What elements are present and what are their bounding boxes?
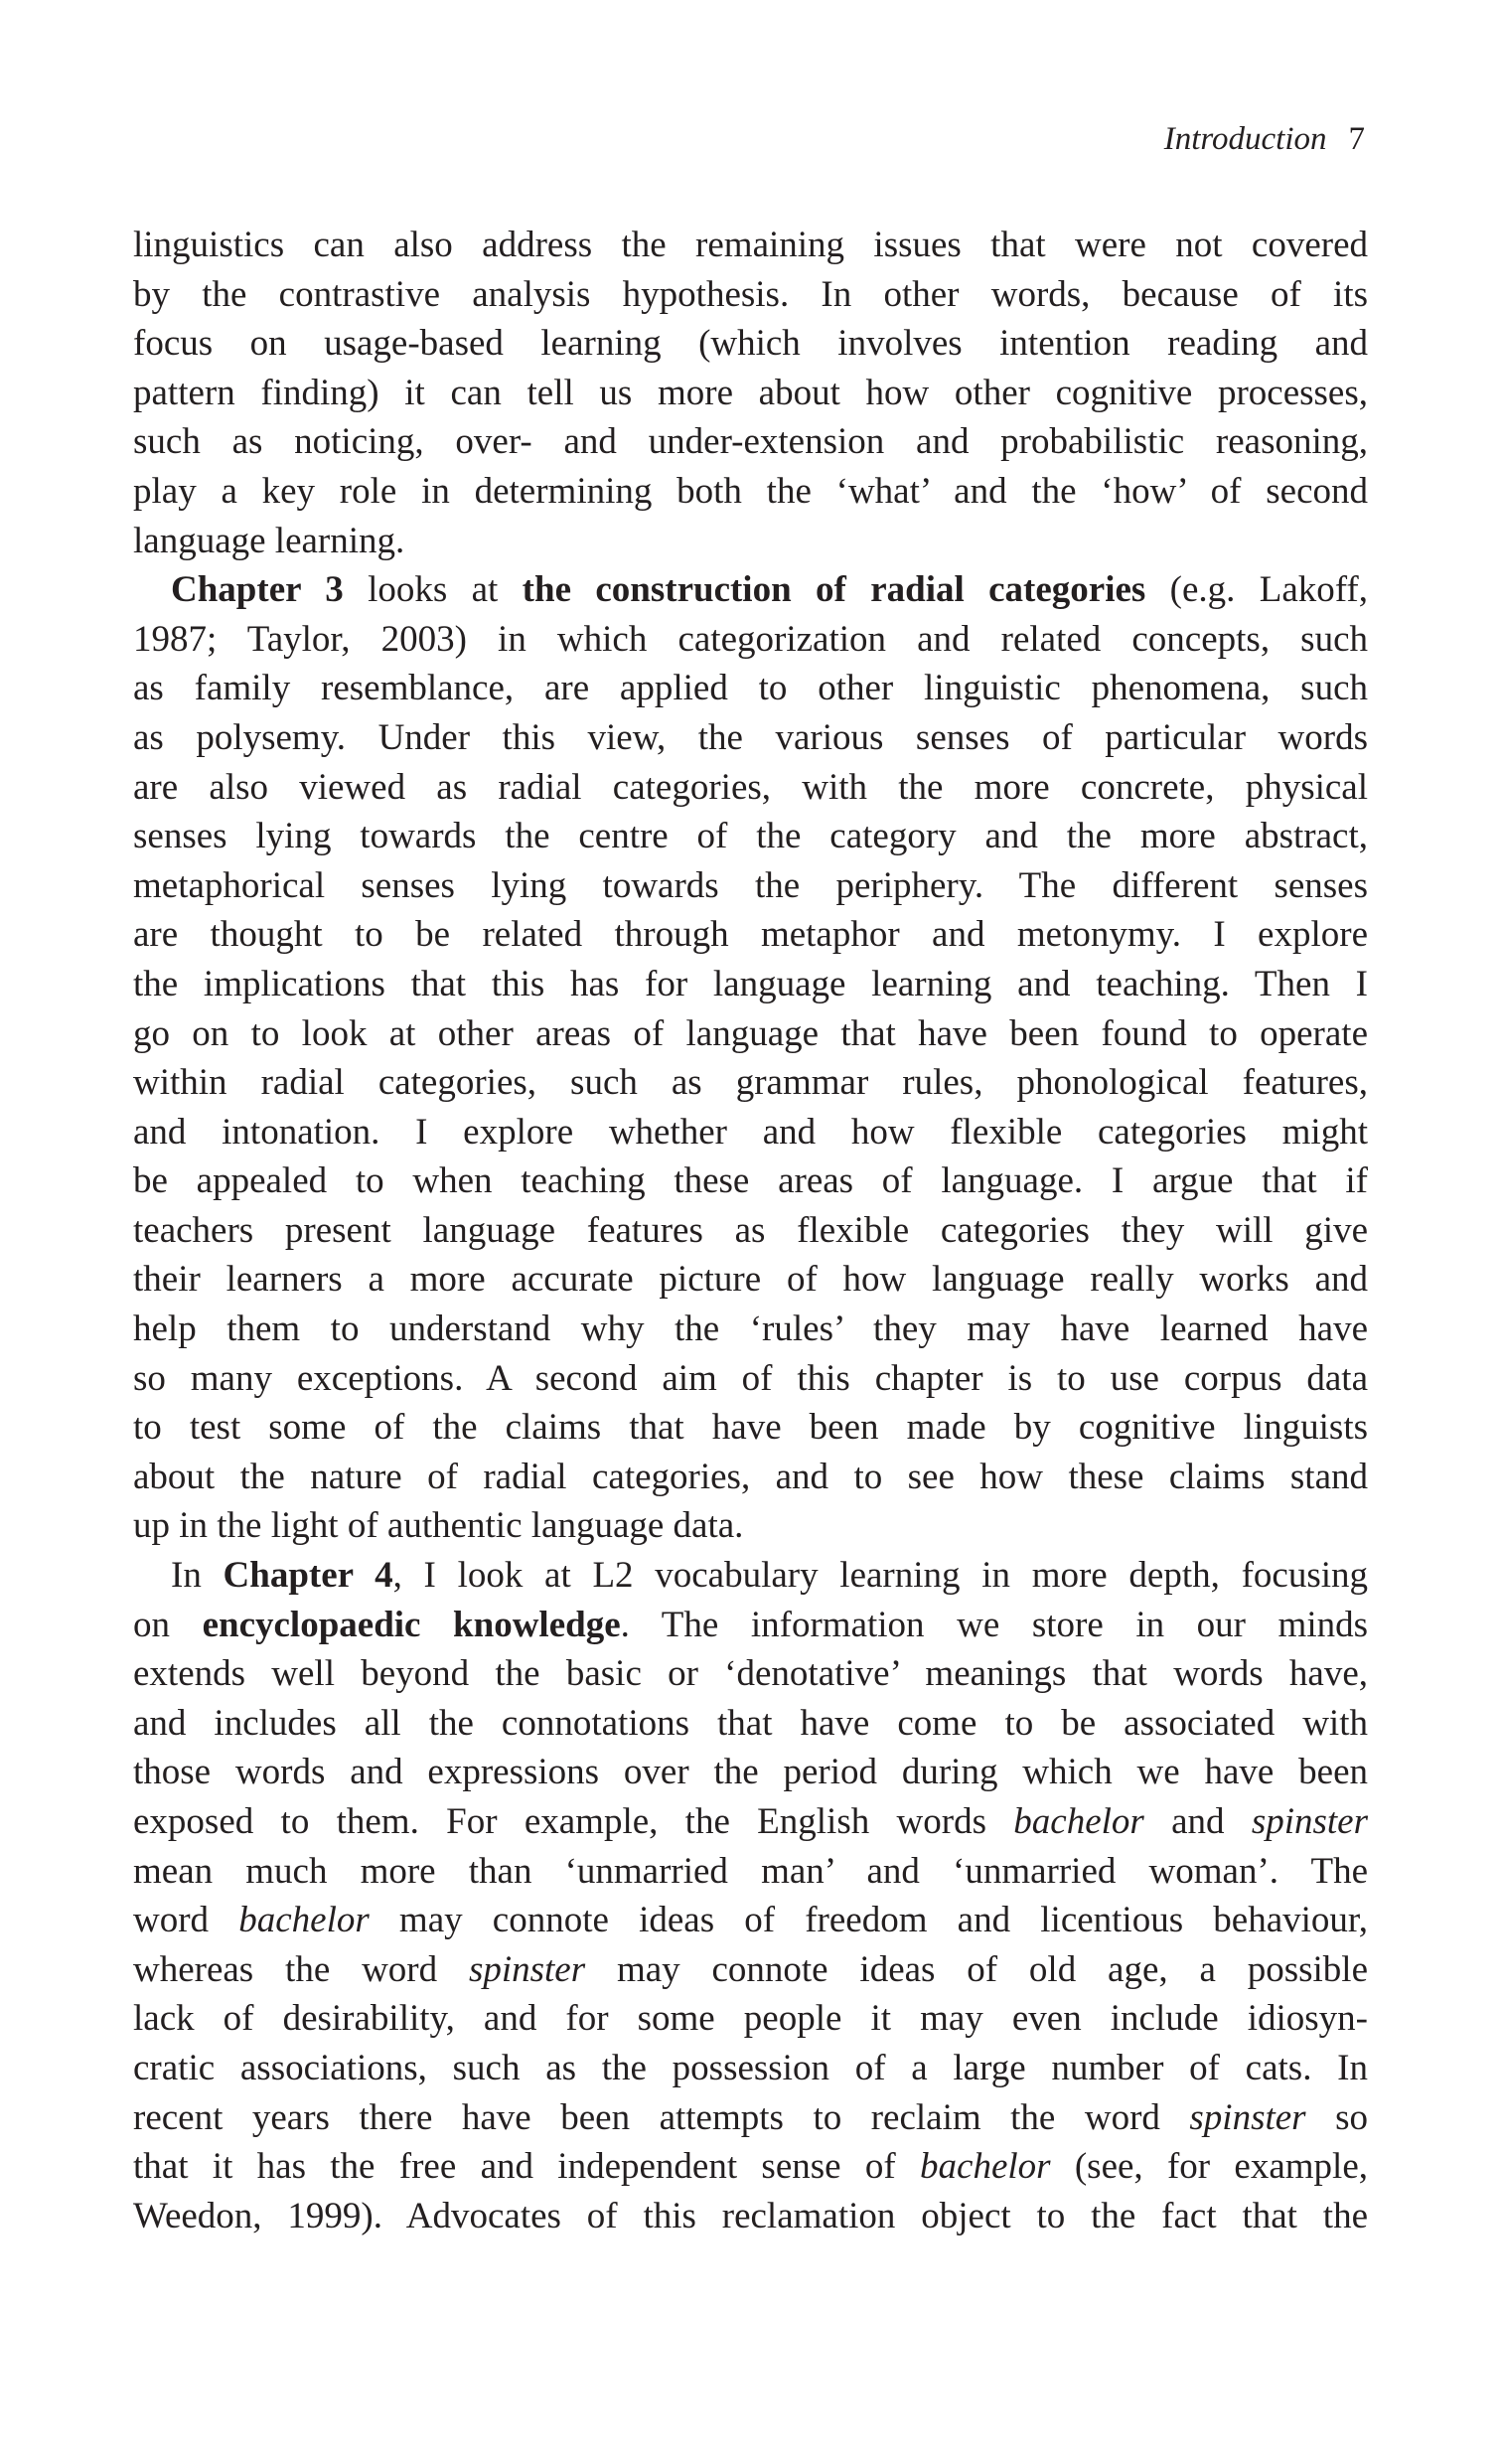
- text-line: focus on usage-based learning (which involves intention reading and: [133, 323, 1368, 365]
- text-run: word: [133, 1900, 239, 1941]
- text-run: may connote ideas of freedom and licentious behaviour,: [369, 1900, 1368, 1941]
- text-line: their learners a more accurate picture of how language really works and: [133, 1259, 1368, 1301]
- text-run: . The information we store in our minds: [620, 1604, 1369, 1645]
- italic-term: bachelor: [1013, 1801, 1144, 1842]
- text-line: [133, 1601, 1368, 1650]
- text-line: language learning.: [133, 520, 405, 561]
- paragraph-3: [133, 1551, 1368, 2240]
- text-run: whereas the word: [133, 1948, 469, 1990]
- running-head: [1164, 119, 1365, 159]
- text-line: as polysemy. Under this view, the various senses of particular words: [133, 716, 1368, 758]
- text-line: within radial categories, such as grammar rules, phonological features,: [133, 1062, 1368, 1104]
- text-line: by the contrastive analysis hypothesis. In other words, because of its: [133, 273, 1368, 315]
- text-line: teachers present language features as flexible categories they will give: [133, 1209, 1368, 1251]
- key-term: the construction of radial categories: [522, 569, 1146, 611]
- body-text: [133, 221, 1368, 2240]
- text-line: to test some of the claims that have been made by cognitive linguists: [133, 1407, 1368, 1449]
- text-run: may connote ideas of old age, a possible: [585, 1948, 1368, 1990]
- page-number: 7: [1348, 121, 1365, 157]
- text-line: help them to understand why the ‘rules’ they may have learned have: [133, 1309, 1368, 1350]
- paragraph-2: [133, 565, 1368, 1551]
- running-head-title: Introduction: [1163, 121, 1327, 157]
- text-line: metaphorical senses lying towards the periphery. The different senses: [133, 864, 1368, 906]
- text-line: [133, 1797, 1368, 1847]
- text-line: [133, 2093, 1368, 2143]
- text-line: and includes all the connotations that have come to be associated with: [133, 1702, 1368, 1744]
- text-run: recent years there have been attempts to reclaim the word: [133, 2096, 1190, 2138]
- text-line: the implications that this has for language learning and teaching. Then I: [133, 963, 1368, 1004]
- paragraph-1: [133, 221, 1368, 565]
- text-run: so: [1305, 2096, 1368, 2138]
- text-line: 1987; Taylor, 2003) in which categorization and related concepts, such: [133, 618, 1368, 660]
- italic-term: spinster: [1251, 1801, 1368, 1842]
- text-line: [133, 2142, 1368, 2192]
- text-line: as family resemblance, are applied to other linguistic phenomena, such: [133, 668, 1368, 709]
- text-line: [133, 1551, 1368, 1601]
- text-line: so many exceptions. A second aim of this chapter is to use corpus data: [133, 1357, 1368, 1399]
- text-line: are also viewed as radial categories, with the more concrete, physical: [133, 766, 1368, 808]
- text-line: such as noticing, over- and under-extension and probabilistic reasoning,: [133, 421, 1368, 463]
- italic-term: spinster: [1189, 2096, 1306, 2138]
- text-run: In: [171, 1555, 224, 1597]
- text-line: be appealed to when teaching these areas of language. I argue that if: [133, 1160, 1368, 1202]
- text-line: lack of desirability, and for some people it may even include idiosyn-: [133, 1998, 1368, 2040]
- text-line: about the nature of radial categories, and to see how these claims stand: [133, 1456, 1368, 1497]
- text-line: cratic associations, such as the possession of a large number of cats. In: [133, 2047, 1368, 2088]
- text-line: and intonation. I explore whether and how flexible categories might: [133, 1111, 1368, 1153]
- text-line: senses lying towards the centre of the category and the more abstract,: [133, 816, 1368, 857]
- text-run: looks at: [343, 569, 523, 611]
- italic-term: bachelor: [238, 1900, 370, 1941]
- text-line: play a key role in determining both the ‘what’ and the ‘how’ of second: [133, 470, 1368, 512]
- italic-term: bachelor: [920, 2146, 1051, 2188]
- text-run: , I look at L2 vocabulary learning in more depth, focusing: [392, 1555, 1369, 1597]
- text-run: and: [1143, 1801, 1252, 1842]
- text-run: (e.g. Lakoff,: [1145, 569, 1368, 611]
- text-line: Weedon, 1999). Advocates of this reclamation object to the fact that the: [133, 2195, 1368, 2236]
- text-line: linguistics can also address the remaining issues that were not covered: [133, 225, 1368, 265]
- text-line: those words and expressions over the period during which we have been: [133, 1752, 1368, 1793]
- text-line: up in the light of authentic language data.: [133, 1505, 744, 1547]
- text-run: exposed to them. For example, the English words: [133, 1801, 1014, 1842]
- chapter-ref: Chapter 4: [223, 1555, 393, 1597]
- text-run: (see, for example,: [1050, 2146, 1368, 2188]
- chapter-ref: Chapter 3: [171, 569, 344, 611]
- text-line: go on to look at other areas of language that have been found to operate: [133, 1012, 1368, 1054]
- text-line: are thought to be related through metaphor and metonymy. I explore: [133, 914, 1368, 956]
- text-line: [133, 1945, 1368, 1995]
- key-term: encyclopaedic knowledge: [202, 1604, 621, 1645]
- text-line: mean much more than ‘unmarried man’ and ‘unmarried woman’. The: [133, 1850, 1368, 1892]
- text-run: that it has the free and independent sense of: [133, 2146, 921, 2188]
- italic-term: spinster: [468, 1948, 586, 1990]
- text-line: [133, 565, 1368, 615]
- text-line: [133, 1896, 1368, 1945]
- text-line: pattern finding) it can tell us more about how other cognitive processes,: [133, 372, 1368, 413]
- text-run: on: [133, 1604, 203, 1645]
- text-line: extends well beyond the basic or ‘denotative’ meanings that words have,: [133, 1653, 1368, 1695]
